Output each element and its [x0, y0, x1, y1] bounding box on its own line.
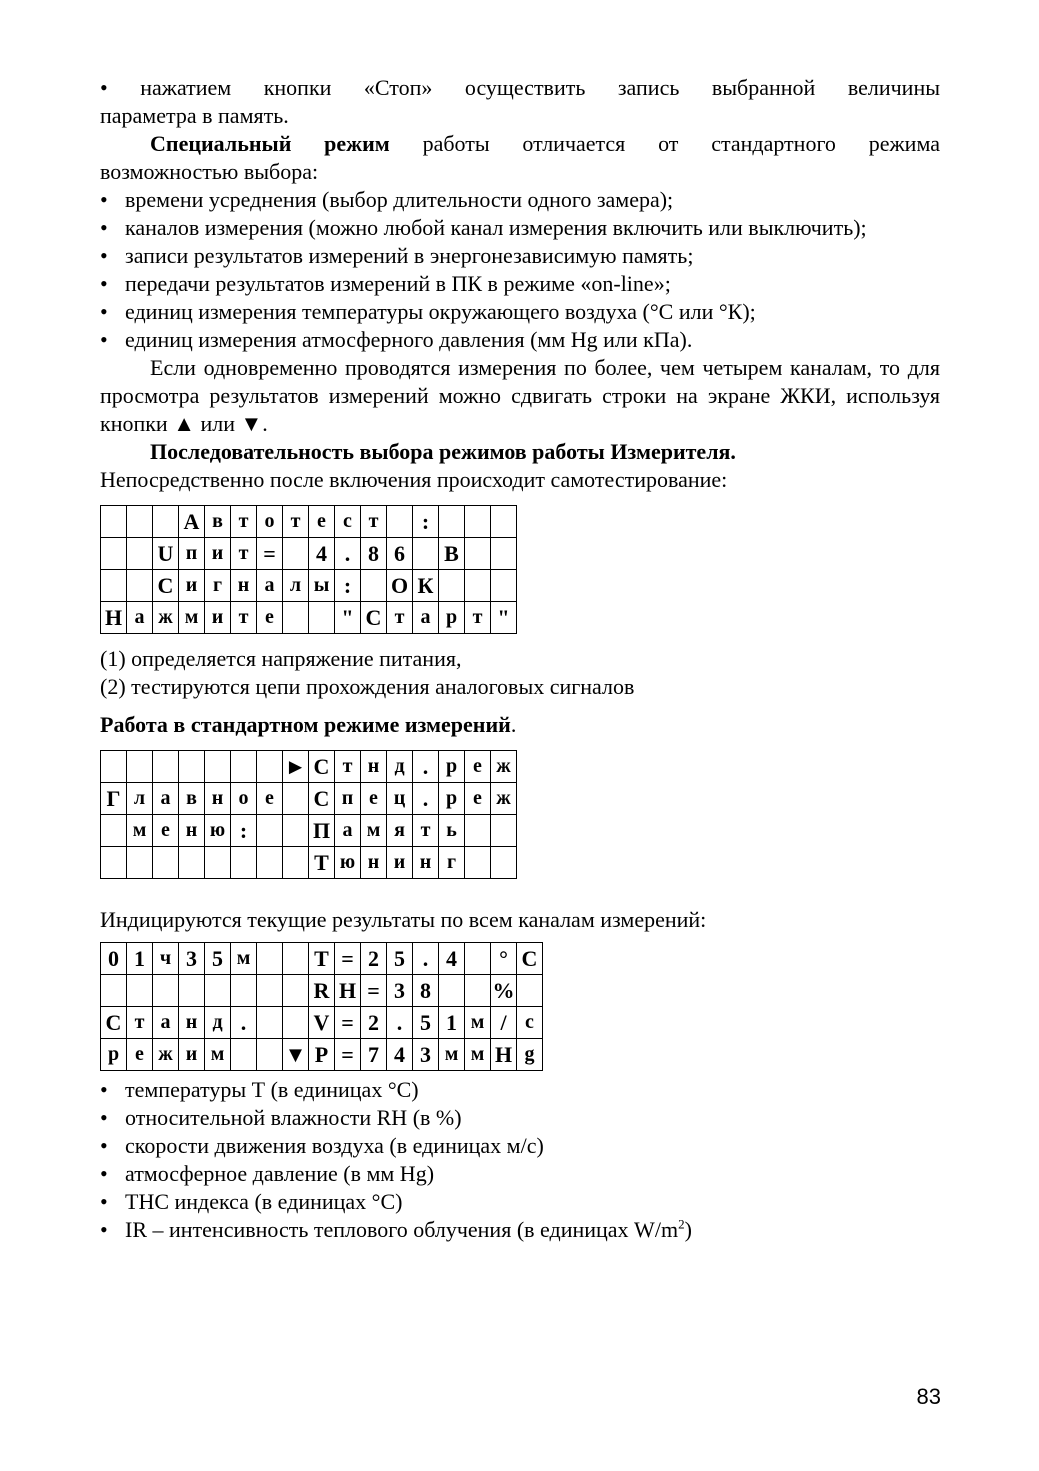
- stop-bullet-line2: параметра в память.: [100, 103, 289, 128]
- special-mode-line2: возможностью выбора:: [100, 159, 319, 184]
- lcd-cell: .: [231, 1007, 257, 1039]
- lcd-cell: и: [205, 538, 231, 570]
- lcd-cell: п: [335, 783, 361, 815]
- lcd-row: [101, 506, 517, 538]
- lcd-cell: и: [179, 1039, 205, 1071]
- list-item: [100, 214, 940, 242]
- list-item: [100, 1076, 940, 1104]
- lcd-cell: [283, 783, 309, 815]
- lcd-cell: =: [335, 1039, 361, 1071]
- lcd-cell: :: [413, 506, 439, 538]
- lcd-cell: 3: [387, 975, 413, 1007]
- bullet-mark: •: [100, 299, 108, 324]
- lcd-cell: [257, 751, 283, 783]
- lcd-cell: :: [335, 570, 361, 602]
- list-item-text: температуры Т (в единицах °С): [125, 1077, 419, 1102]
- lcd-cell: д: [387, 751, 413, 783]
- bullet-mark: •: [100, 243, 108, 268]
- bullet-mark: •: [100, 1105, 108, 1130]
- lcd-cell: л: [127, 783, 153, 815]
- lcd-cell: и: [387, 847, 413, 879]
- lcd-row: [101, 1007, 543, 1039]
- lcd-cell: [465, 538, 491, 570]
- bullet-mark: •: [100, 271, 108, 296]
- stop-bullet-line1: • нажатием кнопки «Стоп» осуществить запись выбранной величины: [100, 75, 940, 100]
- lcd-cell: 5: [387, 943, 413, 975]
- lcd-cell: н: [413, 847, 439, 879]
- lcd-cell: е: [465, 783, 491, 815]
- lcd-cell: я: [387, 815, 413, 847]
- lcd-cell: .: [413, 783, 439, 815]
- lcd-cell: р: [439, 751, 465, 783]
- bullet-mark: •: [100, 1189, 108, 1214]
- lcd-cell: 2: [361, 943, 387, 975]
- lcd-cell: ч: [153, 943, 179, 975]
- lcd-cell: 8: [361, 538, 387, 570]
- lcd-cell: е: [465, 751, 491, 783]
- document-page: [100, 74, 940, 1244]
- lcd-cell: и: [179, 570, 205, 602]
- lcd-row: [101, 847, 517, 879]
- lcd-cell: А: [179, 506, 205, 538]
- lcd-cell: д: [205, 1007, 231, 1039]
- lcd-cell: п: [179, 538, 205, 570]
- lcd-cell: е: [257, 783, 283, 815]
- lcd-cell: [465, 570, 491, 602]
- lcd-cell: С: [101, 1007, 127, 1039]
- lcd-cell: [205, 751, 231, 783]
- lcd-cell: [387, 506, 413, 538]
- lcd-cell: [101, 847, 127, 879]
- lcd-cell: [231, 1039, 257, 1071]
- list-item: [100, 1160, 940, 1188]
- lcd-cell: т: [283, 506, 309, 538]
- lcd-cell: =: [257, 538, 283, 570]
- lcd-cell: а: [153, 783, 179, 815]
- lcd-cell: [491, 538, 517, 570]
- lcd-cell: т: [361, 506, 387, 538]
- lcd-cell: Т: [309, 943, 335, 975]
- lcd-cell: =: [335, 1007, 361, 1039]
- lcd-cell: .: [413, 943, 439, 975]
- lcd-cell: а: [413, 602, 439, 634]
- lcd-cell: 6: [387, 538, 413, 570]
- lcd-cell: в: [205, 506, 231, 538]
- lcd-cell: [283, 975, 309, 1007]
- lcd-cell: [205, 847, 231, 879]
- list-item-text: каналов измерения (можно любой канал измерения включить или выключить);: [125, 215, 867, 240]
- bullet-mark: •: [100, 1133, 108, 1158]
- std-mode-heading-tail: .: [510, 712, 517, 737]
- lcd-cell: ►: [283, 751, 309, 783]
- lcd-cell: [283, 815, 309, 847]
- lcd-cell: :: [231, 815, 257, 847]
- list-item-text: ТНС индекса (в единицах °С): [125, 1189, 403, 1214]
- lcd-cell: с: [517, 1007, 543, 1039]
- lcd-main-menu-table: [100, 750, 517, 879]
- lcd-cell: 0: [101, 943, 127, 975]
- lcd-cell: ы: [309, 570, 335, 602]
- lcd-cell: 2: [361, 1007, 387, 1039]
- lcd-cell: т: [231, 506, 257, 538]
- selftest-intro: Непосредственно после включения происходит самотестирование:: [100, 467, 728, 492]
- lcd-cell: т: [465, 602, 491, 634]
- lcd-cell: [101, 751, 127, 783]
- lcd-cell: 4: [309, 538, 335, 570]
- special-mode-line1-rest: работы отличается от стандартного режима: [389, 131, 940, 156]
- lcd-cell: Н: [335, 975, 361, 1007]
- lcd-cell: [127, 506, 153, 538]
- ir-item-text: IR – интенсивность теплового облучения (в единицах W/m: [125, 1217, 679, 1242]
- lcd-cell: [257, 815, 283, 847]
- lcd-cell: =: [361, 975, 387, 1007]
- lcd-cell: 5: [413, 1007, 439, 1039]
- lcd-cell: [465, 815, 491, 847]
- page-number: 83: [916, 1384, 941, 1409]
- lcd-cell: [231, 975, 257, 1007]
- lcd-cell: [231, 751, 257, 783]
- lcd-cell: ж: [153, 1039, 179, 1071]
- lcd-cell: 3: [179, 943, 205, 975]
- lcd-cell: [283, 943, 309, 975]
- lcd-selftest-table: [100, 505, 517, 634]
- lcd-cell: р: [439, 602, 465, 634]
- lcd-cell: [465, 847, 491, 879]
- lcd-cell: С: [153, 570, 179, 602]
- lcd-row: [101, 538, 517, 570]
- lcd-cell: [491, 506, 517, 538]
- lcd-cell: С: [309, 783, 335, 815]
- results-intro: Индицируются текущие результаты по всем каналам измерений:: [100, 907, 707, 932]
- lcd-cell: %: [491, 975, 517, 1007]
- lcd-cell: [101, 506, 127, 538]
- lcd-cell: [127, 570, 153, 602]
- lcd-cell: н: [231, 570, 257, 602]
- lcd-cell: ц: [387, 783, 413, 815]
- lcd-cell: м: [179, 602, 205, 634]
- lcd-cell: 4: [439, 943, 465, 975]
- lcd-cell: [517, 975, 543, 1007]
- lcd-cell: U: [153, 538, 179, 570]
- lcd-cell: [283, 538, 309, 570]
- lcd-cell: н: [179, 1007, 205, 1039]
- lcd-cell: П: [309, 815, 335, 847]
- lcd-cell: т: [231, 602, 257, 634]
- lcd-row: [101, 783, 517, 815]
- lcd-cell: м: [361, 815, 387, 847]
- lcd-cell: °: [491, 943, 517, 975]
- lcd-cell: 5: [205, 943, 231, 975]
- lcd-cell: [127, 538, 153, 570]
- lcd-cell: [465, 506, 491, 538]
- lcd-cell: ": [491, 602, 517, 634]
- lcd-cell: [101, 975, 127, 1007]
- lcd-cell: а: [127, 602, 153, 634]
- lcd-cell: 1: [127, 943, 153, 975]
- lcd-cell: и: [205, 602, 231, 634]
- bullet-mark: •: [100, 327, 108, 352]
- special-mode-line1: [100, 130, 940, 158]
- lcd-cell: а: [335, 815, 361, 847]
- lcd-cell: а: [257, 570, 283, 602]
- lcd-cell: 1: [439, 1007, 465, 1039]
- lcd-cell: [127, 847, 153, 879]
- lcd-cell: [491, 570, 517, 602]
- bullet-mark: •: [100, 187, 108, 212]
- lcd-cell: с: [335, 506, 361, 538]
- lcd-cell: н: [361, 847, 387, 879]
- sequence-heading-text: Последовательность выбора режимов работы Измерителя.: [150, 439, 736, 464]
- list-item: [100, 1132, 940, 1160]
- lcd-cell: [257, 847, 283, 879]
- list-item: [100, 242, 940, 270]
- lcd-cell: [153, 847, 179, 879]
- lcd-cell: н: [205, 783, 231, 815]
- lcd-cell: .: [387, 1007, 413, 1039]
- lcd-cell: ю: [205, 815, 231, 847]
- lcd-cell: Н: [101, 602, 127, 634]
- lcd-cell: е: [309, 506, 335, 538]
- lcd-cell: [257, 975, 283, 1007]
- list-item: [100, 298, 940, 326]
- lcd-cell: .: [413, 751, 439, 783]
- lcd-cell: 8: [413, 975, 439, 1007]
- lcd-cell: ▼: [283, 1039, 309, 1071]
- lcd-cell: [465, 943, 491, 975]
- bullet-mark: •: [100, 1077, 108, 1102]
- lcd-cell: р: [439, 783, 465, 815]
- lcd-row: [101, 751, 517, 783]
- lcd-cell: К: [413, 570, 439, 602]
- lcd-cell: [127, 751, 153, 783]
- lcd-cell: [491, 815, 517, 847]
- lcd-cell: ю: [335, 847, 361, 879]
- list-item-text: передачи результатов измерений в ПК в режиме «on-line»;: [125, 271, 671, 296]
- lcd-cell: т: [387, 602, 413, 634]
- lcd-cell: 4: [387, 1039, 413, 1071]
- lcd-cell: е: [361, 783, 387, 815]
- sequence-heading: [100, 438, 940, 466]
- lcd-cell: ": [335, 602, 361, 634]
- list-item-text: записи результатов измерений в энергонезависимую память;: [125, 243, 694, 268]
- ir-item-sup: 2: [678, 1216, 685, 1232]
- lcd-cell: м: [127, 815, 153, 847]
- lcd-cell: [491, 847, 517, 879]
- lcd-cell: [413, 538, 439, 570]
- lcd-cell: г: [439, 847, 465, 879]
- lcd-cell: о: [231, 783, 257, 815]
- lcd-cell: С: [517, 943, 543, 975]
- lcd-cell: в: [179, 783, 205, 815]
- lcd-cell: [283, 847, 309, 879]
- list-item: [100, 270, 940, 298]
- lcd-cell: [257, 943, 283, 975]
- lcd-cell: т: [335, 751, 361, 783]
- list-item-text: единиц измерения атмосферного давления (мм Hg или кПа).: [125, 327, 693, 352]
- lcd-cell: [439, 570, 465, 602]
- selftest-note-2: (2) тестируются цепи прохождения аналоговых сигналов: [100, 674, 635, 699]
- lcd-cell: [309, 602, 335, 634]
- std-mode-heading: Работа в стандартном режиме измерений: [100, 712, 511, 737]
- list-item-text: относительной влажности RН (в %): [125, 1105, 462, 1130]
- lcd-cell: г: [205, 570, 231, 602]
- lcd-cell: м: [465, 1007, 491, 1039]
- bullet-mark: •: [100, 215, 108, 240]
- lcd-cell: е: [257, 602, 283, 634]
- lcd-cell: .: [335, 538, 361, 570]
- units-list: [100, 1076, 940, 1216]
- lcd-cell: С: [361, 602, 387, 634]
- lcd-cell: [179, 847, 205, 879]
- bullet-mark: •: [100, 1161, 108, 1186]
- lcd-cell: т: [127, 1007, 153, 1039]
- lcd-cell: л: [283, 570, 309, 602]
- lcd-cell: 7: [361, 1039, 387, 1071]
- lcd-row: [101, 570, 517, 602]
- lcd-cell: С: [309, 751, 335, 783]
- lcd-row: [101, 815, 517, 847]
- list-item: [100, 186, 940, 214]
- lcd-cell: V: [309, 1007, 335, 1039]
- lcd-cell: [257, 1039, 283, 1071]
- lcd-cell: [153, 506, 179, 538]
- ir-item-tail: ): [684, 1217, 692, 1242]
- lcd-cell: R: [309, 975, 335, 1007]
- lcd-cell: [101, 538, 127, 570]
- lcd-cell: [153, 975, 179, 1007]
- lcd-cell: [257, 1007, 283, 1039]
- lcd-row: [101, 975, 543, 1007]
- lcd-cell: р: [101, 1039, 127, 1071]
- list-item-text: единиц измерения температуры окружающего воздуха (°С или °К);: [125, 299, 756, 324]
- lcd-cell: ж: [491, 783, 517, 815]
- lcd-cell: [101, 570, 127, 602]
- list-item-ir: [100, 1216, 940, 1244]
- lcd-cell: [101, 815, 127, 847]
- lcd-cell: м: [439, 1039, 465, 1071]
- ir-list: [100, 1216, 940, 1244]
- list-item-text: скорости движения воздуха (в единицах м/с): [125, 1133, 544, 1158]
- bullet-mark: •: [100, 1217, 108, 1242]
- special-mode-heading: Специальный режим: [150, 131, 390, 156]
- lcd-cell: а: [153, 1007, 179, 1039]
- selftest-note-1: (1) определяется напряжение питания,: [100, 646, 462, 671]
- lcd-results-table: [100, 942, 543, 1071]
- std-mode-heading-line: [100, 711, 940, 739]
- lcd-cell: [153, 751, 179, 783]
- list-item: [100, 1188, 940, 1216]
- lcd-cell: н: [179, 815, 205, 847]
- lcd-cell: м: [465, 1039, 491, 1071]
- lcd-cell: ж: [153, 602, 179, 634]
- lcd-cell: g: [517, 1039, 543, 1071]
- lcd-cell: [283, 1007, 309, 1039]
- lcd-cell: т: [231, 538, 257, 570]
- lcd-row: [101, 1039, 543, 1071]
- lcd-cell: е: [127, 1039, 153, 1071]
- lcd-cell: Т: [309, 847, 335, 879]
- lcd-cell: В: [439, 538, 465, 570]
- lcd-cell: [465, 975, 491, 1007]
- lcd-cell: о: [257, 506, 283, 538]
- lcd-cell: н: [361, 751, 387, 783]
- lcd-cell: м: [231, 943, 257, 975]
- lcd-cell: [361, 570, 387, 602]
- lcd-cell: [283, 602, 309, 634]
- lcd-cell: [179, 751, 205, 783]
- lcd-cell: [439, 975, 465, 1007]
- lcd-cell: ь: [439, 815, 465, 847]
- lcd-cell: [231, 847, 257, 879]
- scroll-paragraph: Если одновременно проводятся измерения по более, чем четырем каналам, то для просмотра результатов измерений можно сдвигать строки на экране ЖКИ, используя кнопки ▲ или ▼.: [100, 355, 940, 436]
- list-item: [100, 326, 940, 354]
- lcd-cell: =: [335, 943, 361, 975]
- list-item-text: времени усреднения (выбор длительности одного замера);: [125, 187, 674, 212]
- lcd-row: [101, 602, 517, 634]
- lcd-cell: т: [413, 815, 439, 847]
- lcd-cell: [127, 975, 153, 1007]
- lcd-cell: [205, 975, 231, 1007]
- lcd-cell: ж: [491, 751, 517, 783]
- special-mode-list: [100, 186, 940, 354]
- lcd-cell: 3: [413, 1039, 439, 1071]
- lcd-cell: Г: [101, 783, 127, 815]
- lcd-cell: О: [387, 570, 413, 602]
- list-item-text: атмосферное давление (в мм Hg): [125, 1161, 435, 1186]
- lcd-cell: м: [205, 1039, 231, 1071]
- lcd-cell: Н: [491, 1039, 517, 1071]
- lcd-cell: е: [153, 815, 179, 847]
- lcd-row: [101, 943, 543, 975]
- lcd-cell: Р: [309, 1039, 335, 1071]
- lcd-cell: [439, 506, 465, 538]
- lcd-cell: [179, 975, 205, 1007]
- list-item: [100, 1104, 940, 1132]
- lcd-cell: /: [491, 1007, 517, 1039]
